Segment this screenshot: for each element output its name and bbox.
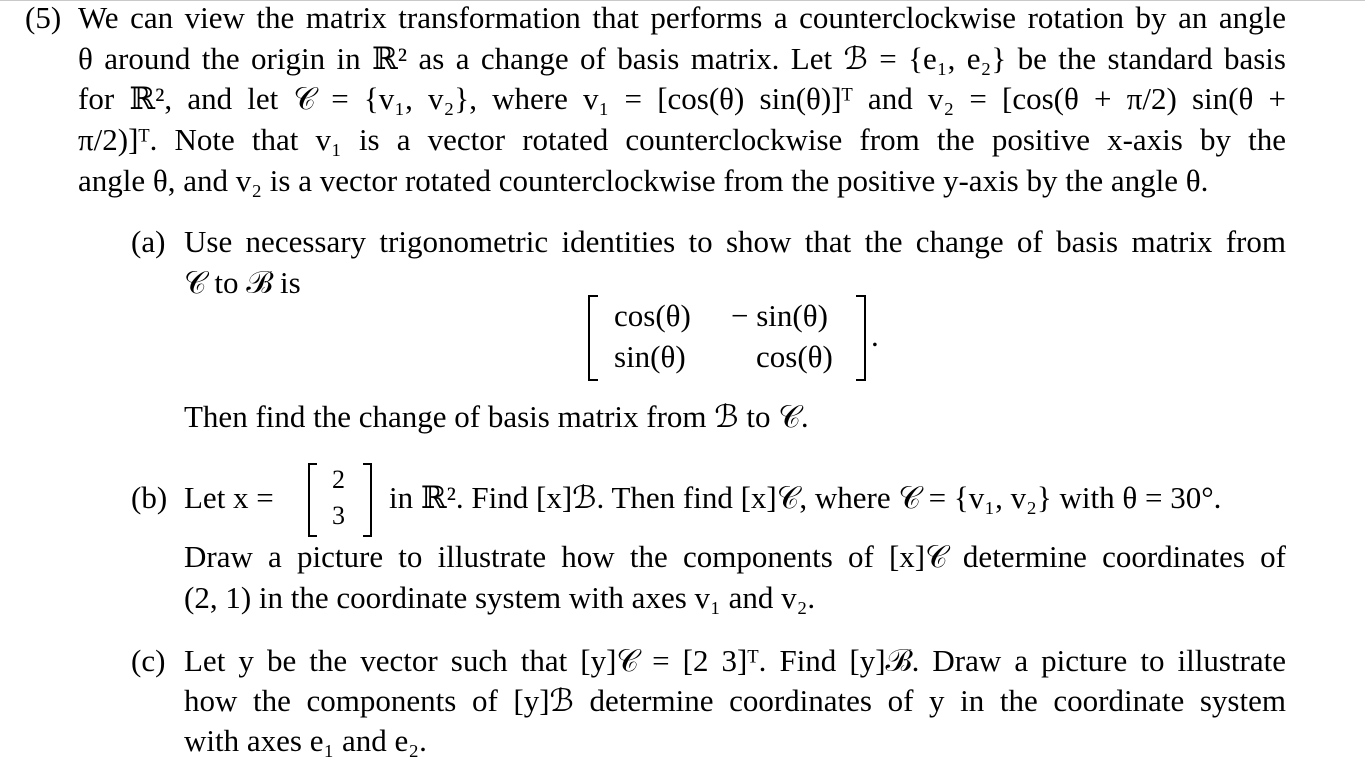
part-c-line-3: with axes e₁ and e₂. [184, 723, 427, 758]
matrix-left-bracket [588, 295, 598, 381]
part-c-line-1: Let y be the vector such that [y]𝒞 = [2 3]ᵀ. Find [y]ℬ. Draw a picture to illustrate [184, 643, 1286, 678]
matrix-r2c1: sin(θ) [614, 339, 686, 374]
part-a-line-1: Use necessary trigonometric identities to show that the change of basis matrix from [184, 224, 1286, 259]
intro-line-3: for ℝ², and let 𝒞 = {v₁, v₂}, where v₁ = [cos(θ) sin(θ)]ᵀ and v₂ = [cos(θ + π/2) sin(θ + [78, 81, 1286, 116]
vector-x-entry-2: 3 [332, 501, 345, 530]
part-b-line-2: Draw a picture to illustrate how the components of [x]𝒞 determine coordinates of [184, 539, 1286, 574]
intro-line-2: θ around the origin in ℝ² as a change of basis matrix. Let ℬ = {e₁, e₂} be the standard basis [78, 41, 1286, 76]
part-a-label: (a) [131, 224, 166, 259]
intro-line-4: π/2)]ᵀ. Note that v₁ is a vector rotated counterclockwise from the positive x-axis by the [78, 122, 1286, 157]
matrix-period: . [871, 318, 879, 353]
matrix-r1c2: − sin(θ) [731, 298, 828, 333]
part-b-let: Let x = [184, 480, 274, 515]
vector-left-bracket [308, 463, 317, 537]
part-b-line-3: (2, 1) in the coordinate system with axes v₁ and v₂. [184, 580, 816, 615]
part-b-label: (b) [131, 480, 168, 515]
vector-x [308, 463, 374, 537]
part-a-line-3: Then find the change of basis matrix from ℬ to 𝒞. [184, 399, 809, 434]
vector-x-entry-1: 2 [332, 465, 345, 494]
matrix-r2c2: cos(θ) [756, 339, 833, 374]
intro-line-1: We can view the matrix transformation that performs a counterclockwise rotation by an angle [78, 0, 1286, 35]
part-a-line-2: 𝒞 to ℬ is [184, 265, 301, 300]
matrix-right-bracket [856, 295, 866, 381]
vector-right-bracket [363, 463, 372, 537]
part-b-rest: in ℝ². Find [x]ℬ. Then find [x]𝒞, where 𝒞 = {v₁, v₂} with θ = 30°. [389, 480, 1222, 515]
part-c-label: (c) [131, 643, 166, 678]
part-c-line-2: how the components of [y]ℬ determine coordinates of y in the coordinate system [184, 683, 1286, 718]
rotation-matrix [588, 295, 878, 381]
matrix-r1c1: cos(θ) [614, 298, 691, 333]
intro-line-5: angle θ, and v₂ is a vector rotated counterclockwise from the positive y-axis by the angle θ. [78, 163, 1209, 198]
problem-number: (5) [25, 0, 62, 35]
